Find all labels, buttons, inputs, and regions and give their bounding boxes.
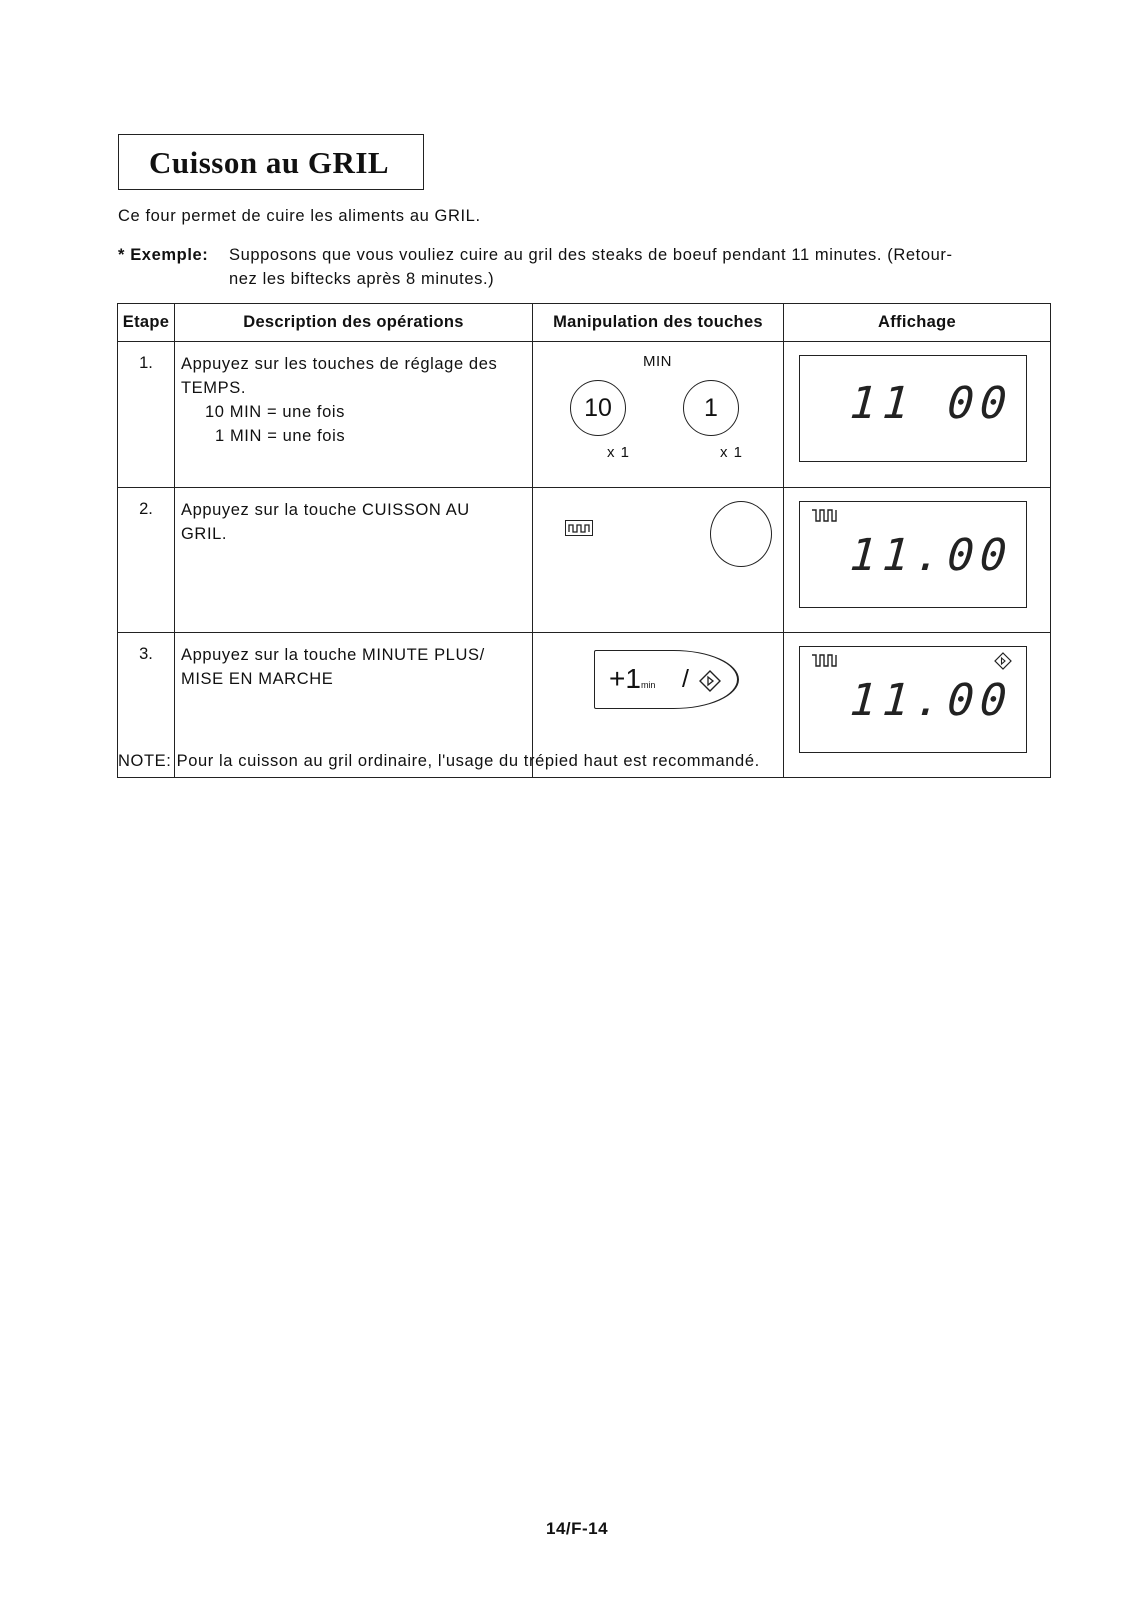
plus-one-label <box>609 663 655 695</box>
grill-key[interactable] <box>710 501 772 567</box>
key-manipulation <box>533 342 784 488</box>
display-value: 11.00 <box>847 675 1014 726</box>
desc-line: Appuyez sur la touche CUISSON AU <box>181 501 470 519</box>
header-description: Description des opérations <box>175 304 533 342</box>
example-line-1: Supposons que vous vouliez cuire au gril des steaks de boeuf pendant 11 minutes. (Retour- <box>229 246 953 264</box>
ten-minute-key-label: 10 <box>584 393 612 422</box>
display-value: 11.00 <box>847 530 1014 581</box>
slash-separator: / <box>682 665 689 693</box>
press-count-10: x 1 <box>607 444 631 461</box>
desc-line: Appuyez sur la touche MINUTE PLUS/ <box>181 646 485 664</box>
desc-line: GRIL. <box>181 525 228 543</box>
desc-line: TEMPS. <box>181 379 247 397</box>
page-title-box <box>118 134 424 190</box>
desc-sub-line: 10 MIN = une fois <box>205 403 345 421</box>
grill-indicator-icon <box>810 651 840 674</box>
display-screen <box>799 355 1027 462</box>
table-row <box>118 488 1051 633</box>
page-title: Cuisson au GRIL <box>149 145 390 180</box>
page-number: 14/F-14 <box>546 1519 609 1538</box>
grill-indicator-icon <box>810 506 840 529</box>
example-label: * Exemple: <box>118 246 209 264</box>
steps-table <box>117 303 1051 778</box>
min-subscript: min <box>640 680 656 690</box>
press-count-1: x 1 <box>720 444 744 461</box>
key-manipulation <box>533 488 784 633</box>
min-label: MIN <box>643 353 672 370</box>
example-line-2: nez les biftecks après 8 minutes.) <box>229 270 495 288</box>
desc-line: Appuyez sur les touches de réglage des <box>181 355 498 373</box>
step-description <box>175 342 533 488</box>
header-manipulation: Manipulation des touches <box>533 304 784 342</box>
ten-minute-key[interactable] <box>570 380 626 436</box>
desc-line: MISE EN MARCHE <box>181 670 334 688</box>
step-number: 2. <box>118 488 175 633</box>
note-text: NOTE: Pour la cuisson au gril ordinaire, l'usage du trépied haut est recommandé. <box>118 752 760 770</box>
one-minute-key[interactable] <box>683 380 739 436</box>
header-affichage: Affichage <box>784 304 1051 342</box>
display-value: 11 00 <box>847 378 1014 429</box>
display-screen <box>799 646 1027 753</box>
minute-plus-start-key[interactable] <box>594 650 739 709</box>
intro-text: Ce four permet de cuire les aliments au GRIL. <box>118 207 481 225</box>
step-description <box>175 488 533 633</box>
display-cell <box>784 488 1051 633</box>
display-cell <box>784 342 1051 488</box>
one-minute-key-label: 1 <box>704 393 718 422</box>
step-number: 3. <box>118 633 175 778</box>
plus-one-text: +1 <box>609 663 641 694</box>
start-icon <box>698 669 722 698</box>
table-row <box>118 342 1051 488</box>
display-screen <box>799 501 1027 608</box>
grill-icon <box>565 520 593 536</box>
step-number: 1. <box>118 342 175 488</box>
header-etape: Etape <box>118 304 175 342</box>
desc-sub-line: 1 MIN = une fois <box>215 427 346 445</box>
start-indicator-icon <box>994 652 1012 675</box>
display-cell <box>784 633 1051 778</box>
